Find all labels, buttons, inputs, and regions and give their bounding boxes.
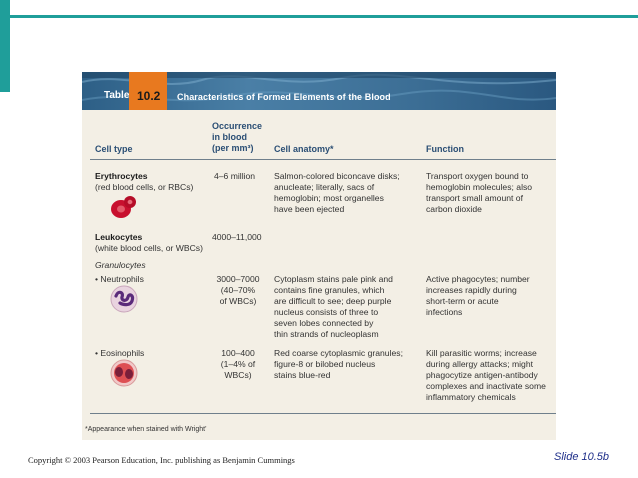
neutrophils-name: • Neutrophils: [95, 274, 144, 284]
neutrophils-occurrence: 3000–7000 (40–70% of WBCs): [216, 274, 260, 306]
header-divider: [90, 159, 556, 160]
granulocytes-label: Granulocytes: [95, 260, 146, 270]
top-accent-rule: [10, 15, 638, 18]
table-caption: Characteristics of Formed Elements of the Blood: [177, 92, 391, 102]
leukocytes-occurrence: 4000–11,000: [212, 232, 262, 242]
erythrocytes-occurrence: 4–6 million: [214, 171, 256, 181]
header-occurrence: Occurrence in blood (per mm³): [212, 121, 263, 153]
neutrophils-function: Active phagocytes; number increases rapidly during short-term or acute infections: [426, 274, 530, 317]
table-banner: [82, 72, 556, 110]
red-blood-cell-icon: [108, 193, 138, 221]
table-label: Table: [104, 90, 130, 101]
side-accent-strip: [0, 0, 10, 92]
leukocytes-sub: (white blood cells, or WBCs): [95, 243, 203, 253]
footnote-divider: [90, 413, 556, 414]
header-cell-type: Cell type: [95, 144, 133, 154]
header-function: Function: [426, 144, 464, 154]
table-number: 10.2: [137, 89, 161, 103]
eosinophil-cell-icon: [108, 358, 140, 388]
blood-elements-table: [82, 72, 556, 440]
erythrocytes-function: Transport oxygen bound to hemoglobin molecules; also transport small amount of carbon dioxide: [426, 171, 533, 214]
eosinophils-anatomy: Red coarse cytoplasmic granules; figure-8 or bilobed nucleus stains blue-red: [274, 348, 403, 380]
eosinophils-name: • Eosinophils: [95, 348, 145, 358]
eosinophils-function: Kill parasitic worms; increase during allergy attacks; might phagocytize antigen-antibody complexes and inactivate some inflammatory chemicals: [426, 348, 546, 402]
erythrocytes-anatomy: Salmon-colored biconcave disks; anucleate; literally, sacs of hemoglobin; most organelles have been ejected: [274, 171, 400, 214]
copyright-notice: Copyright © 2003 Pearson Education, Inc. publishing as Benjamin Cummings: [28, 455, 295, 465]
erythrocytes-sub: (red blood cells, or RBCs): [95, 182, 194, 192]
erythrocytes-name: Erythrocytes: [95, 171, 148, 181]
slide-number: Slide 10.5b: [554, 451, 610, 463]
neutrophil-cell-icon: [108, 284, 140, 314]
table-footnote: *Appearance when stained with Wright': [85, 426, 207, 433]
leukocytes-name: Leukocytes: [95, 232, 143, 242]
neutrophils-anatomy: Cytoplasm stains pale pink and contains fine granules, which are difficult to see; deep purple nucleus consists of three to seven lobes connected by thin strands of nucleoplasm: [274, 274, 393, 339]
eosinophils-occurrence: 100–400 (1–4% of WBCs): [220, 348, 256, 380]
header-anatomy: Cell anatomy*: [274, 144, 334, 154]
